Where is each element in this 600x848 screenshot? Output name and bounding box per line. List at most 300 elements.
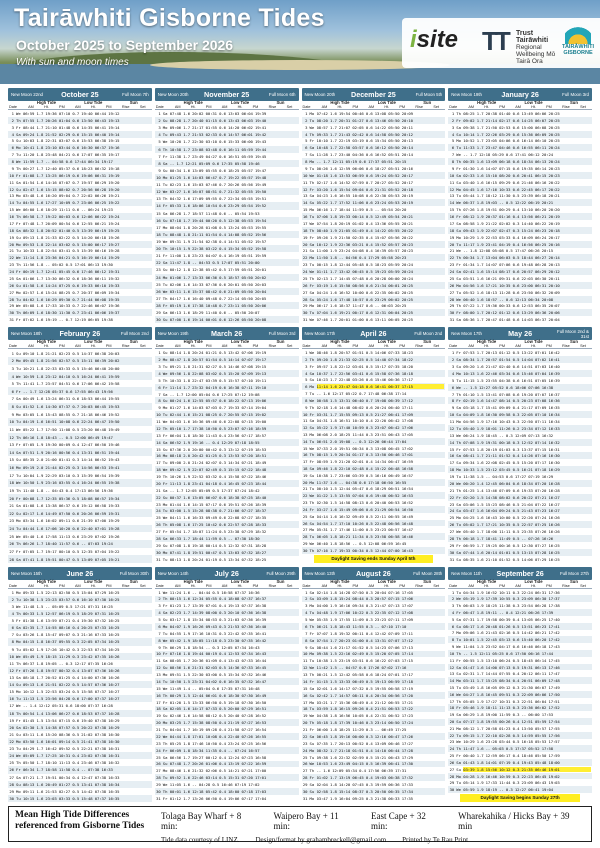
weekday: We (309, 493, 315, 499)
weekday: We (309, 397, 315, 403)
weekday: Th (456, 746, 461, 752)
col-high-tide: High Tide AM Ht. PM (468, 100, 505, 109)
table-row (448, 786, 592, 793)
day-number: 2 (11, 117, 14, 123)
tide-values: 05:05 1.9 17:27 10:31 0.3 22:51 06:04 17:51 (463, 698, 560, 704)
weekday: Tu (309, 486, 315, 492)
footer-details (161, 810, 585, 844)
table-row (155, 224, 299, 231)
tide-values: 08:44 1.6 21:17 01:52 0.5 14:23 07:06 17:13 (316, 644, 413, 650)
day-number: 25 (302, 275, 308, 281)
table-row (448, 630, 592, 637)
day-number: 25 (449, 753, 455, 759)
weekday: Su (456, 460, 461, 466)
month-title: May 26 (508, 329, 533, 339)
weekday: Mo (16, 193, 21, 199)
weekday: Th (16, 310, 21, 316)
table-row (155, 452, 299, 459)
day-number: 24 (449, 508, 455, 514)
column-headers (302, 101, 446, 110)
tide-values: 01:11 1.7 13:42 06:45 0.5 19:23 05:59 20:24 (316, 269, 413, 275)
tide-values: 04:56 1.9 17:16 10:43 0.3 22:50 07:11 16:34 (463, 419, 560, 425)
tide-values: 06:34 1.7 18:58 11:58 0.4 -- 07:38 16:33 (23, 767, 113, 773)
table-row (448, 377, 592, 384)
tide-values: 02:06 1.6 14:33 07:36 0.6 20:01 05:50 20:03 (169, 281, 267, 287)
weekday: Fr (162, 699, 168, 705)
table-row (8, 774, 152, 781)
table-row (448, 268, 592, 275)
day-number: 21 (9, 731, 14, 737)
weekday: Fr (16, 124, 21, 130)
month-panel (302, 567, 446, 802)
table-row (155, 657, 299, 664)
table-row (155, 391, 299, 398)
tide-values: 07:08 1.8 19:18 00:14 0.5 12:32 07:31 18:28 (169, 542, 267, 548)
table-row (302, 316, 446, 323)
day-number: 24 (302, 269, 308, 275)
table-row (8, 525, 152, 533)
table-row (155, 238, 299, 245)
day-number: 11 (156, 419, 161, 425)
day-number: 7 (158, 153, 161, 159)
table-row (155, 774, 299, 781)
day-number: 24 (449, 746, 455, 752)
weekday: Tu (456, 145, 461, 151)
day-number: 29 (449, 542, 455, 548)
weekday: Tu (16, 746, 21, 752)
table-row (448, 732, 592, 739)
day-number: 20 (302, 241, 308, 247)
table-row (302, 138, 446, 145)
table-row (8, 151, 152, 158)
day-number: 23 (449, 262, 455, 268)
tide-values: 06:47 1.8 19:11 -- 0.4 12:21 06:26 17:39 (463, 610, 553, 615)
tide-values: 08:46 1.6 21:32 02:06 0.5 14:21 07:21 17:00 (169, 768, 267, 774)
day-number: 15 (449, 446, 455, 452)
weekday: Th (16, 710, 21, 716)
table-row (448, 636, 592, 643)
tide-values: 03:19 1.6 15:50 08:56 0.6 21:34 06:01 20:25 (316, 282, 413, 288)
weekday: Su (162, 267, 168, 273)
day-number: 23 (302, 500, 308, 506)
weekday: Su (16, 781, 21, 787)
day-number: 8 (11, 639, 14, 645)
day-number: 12 (156, 665, 161, 671)
weekday: Mo (16, 639, 21, 645)
day-number: 8 (451, 637, 455, 643)
weekday: Sa (456, 549, 461, 555)
weekday: Sa (456, 712, 461, 718)
tide-values: 11:05 1.6 -- 04:28 0.5 16:46 07:19 17:02 (169, 782, 260, 788)
tide-values: 02:01 1.6 14:17 07:32 0.5 19:55 06:58 17:19 (316, 685, 413, 691)
weekday: Sa (16, 724, 21, 730)
day-number: 12 (9, 667, 14, 673)
tide-values: 06:29 1.8 18:54 -- 0.3 12:05 07:34 16:43 (169, 644, 260, 650)
weekday: We (16, 373, 21, 379)
weekday: Mo (456, 234, 461, 240)
weekday: Fr (16, 388, 21, 394)
day-number: 2 (158, 118, 161, 124)
table-row (302, 241, 446, 248)
tide-values: 11:24 1.6 -- 04:44 0.5 16:58 07:37 16:36 (169, 589, 260, 595)
day-number: 24 (9, 269, 14, 275)
tide-values: 06:18 1.7 18:41 11:49 0.5 -- 07:26 16:26 (463, 535, 553, 541)
day-number: 5 (305, 377, 308, 383)
tide-values: 11:33 1.7 23:47 04:46 0.6 16:55 06:11 20:24 (463, 145, 560, 151)
weekday: Su (162, 350, 168, 356)
day-number: 18 (449, 705, 455, 711)
table-row (448, 411, 592, 418)
day-number: 6 (158, 623, 161, 629)
tide-values: 03:39 1.8 15:56 10:12 0.3 21:35 06:46 19:01 (463, 767, 591, 772)
weekday: We (162, 239, 168, 245)
tide-values: 04:29 1.7 16:42 09:52 0.5 22:21 07:38 16:31 (23, 746, 120, 752)
weekday: We (162, 637, 168, 643)
tide-values: 03:11 1.6 15:20 08:36 0.5 21:02 07:38 16:30 (23, 731, 120, 737)
table-row (8, 186, 152, 193)
tide-values: 11:40 1.8 -- 04:43 0.4 17:13 06:56 19:36 (23, 487, 113, 493)
table-row (302, 651, 446, 658)
table-row (448, 316, 592, 323)
tide-values: 11:49 1.4 -- 05:04 0.6 17:35 07:31 16:48 (169, 685, 260, 691)
weekday: Sa (456, 405, 461, 411)
weekday: Mo (309, 110, 315, 116)
table-row (302, 671, 446, 678)
table-row (8, 165, 152, 172)
table-row (448, 616, 592, 623)
weekday: Fr (309, 506, 315, 512)
day-number: 3 (305, 603, 308, 609)
table-row (155, 459, 299, 466)
day-number: 16 (156, 217, 161, 223)
table-row (302, 268, 446, 275)
tide-values: 06:09 1.8 18:34 11:35 0.4 -- 07:24 16:57 (169, 747, 260, 753)
weekday: We (456, 296, 461, 302)
day-number: 19 (449, 234, 455, 240)
day-number: 15 (449, 684, 455, 690)
table-row (8, 702, 152, 709)
table-row (302, 520, 446, 527)
day-number: 30 (302, 547, 308, 553)
tide-values: 03:47 1.6 16:04 09:24 0.5 21:43 07:23 16:27 (463, 508, 560, 514)
day-number: 7 (158, 630, 161, 636)
date-range: October 2025 to September 2026 (16, 37, 234, 53)
weekday: Mo (16, 241, 21, 247)
tide-values: 08:04 1.8 20:28 01:08 0.5 13:24 05:53 19:55 (169, 224, 267, 230)
day-number: 22 (449, 732, 455, 738)
full-moon-label: Full Moon 7th (122, 92, 149, 97)
day-number: 3 (158, 603, 161, 609)
day-number: 13 (449, 671, 455, 677)
day-number: 12 (156, 425, 161, 431)
tide-values: 09:46 1.8 22:10 02:48 0.4 15:22 06:48 16:58 (316, 466, 413, 472)
table-row (448, 296, 592, 303)
tide-values: 04:03 1.6 16:36 09:46 0.6 22:08 07:15 19:00 (169, 419, 267, 425)
day-number: 7 (11, 396, 14, 402)
table-row (448, 718, 592, 725)
tide-values: 00:58 1.5 13:31 06:40 0.7 19:08 06:39 17:12 (316, 397, 413, 403)
tide-values: 10:33 1.8 22:47 03:39 0.5 15:57 07:10 19:11 (169, 377, 267, 383)
table-row (8, 788, 152, 795)
weekday: Mo (162, 175, 168, 181)
tide-values: 09:26 1.9 21:50 02:35 0.4 15:07 05:56 20:22 (316, 234, 413, 240)
table-row (155, 616, 299, 623)
weekday: Th (16, 760, 21, 766)
tide-values: 10:38 1.5 23:19 03:51 0.6 16:22 07:03 17:15 (316, 658, 413, 664)
day-number: 22 (449, 494, 455, 500)
tide-values: -- 1.6 12:09 05:34 0.4 17:56 06:39 17:31 (316, 768, 407, 774)
weekday: Su (309, 152, 315, 158)
weekday: Tu (162, 678, 168, 684)
tide-values: 08:34 1.7 20:57 01:54 0.5 14:04 07:02 16:41 (463, 357, 560, 363)
table-row (302, 377, 446, 384)
day-number: 23 (9, 518, 14, 524)
weekday: Su (456, 623, 461, 629)
day-number: 20 (9, 724, 14, 730)
table-row (155, 556, 299, 563)
col-date: Date (449, 105, 458, 109)
day-number: 23 (449, 739, 455, 745)
tide-values: 06:29 1.8 19:00 11:59 0.3 -- 06:00 17:53 (463, 712, 553, 718)
table-row (8, 738, 152, 745)
day-number: 2 (305, 596, 308, 602)
tide-values: 01:15 1.5 13:33 06:49 0.5 19:13 06:59 17:18 (316, 678, 413, 684)
tide-values: 08:47 1.8 20:57 01:54 0.5 14:14 07:07 19:17 (169, 357, 267, 363)
tide-values: 01:38 1.6 13:59 07:21 0.4 19:30 07:32 16:25 (23, 618, 120, 624)
tide-values: 11:59 1.7 -- 04:58 0.6 17:44 06:34 19:17 (23, 159, 113, 165)
month-panel (155, 88, 299, 323)
day-number: 20 (449, 719, 455, 724)
table-row (155, 370, 299, 377)
day-number: 19 (302, 234, 308, 240)
tide-rows (448, 349, 592, 562)
weekday: Th (456, 159, 461, 165)
col-low-tide: Low Tide AM Ht. PM (74, 100, 112, 109)
day-number: 30 (449, 310, 455, 316)
table-row (155, 146, 299, 153)
table-row (302, 526, 446, 533)
weekday: Th (309, 623, 315, 629)
day-number: 30 (449, 549, 455, 555)
table-row (448, 739, 592, 746)
table-row (302, 547, 446, 554)
tide-values: 06:05 1.8 18:21 11:34 0.5 23:58 06:58 16:46 (316, 534, 413, 540)
weekday: Mo (162, 501, 168, 507)
table-row (155, 195, 299, 202)
day-number: 15 (449, 207, 455, 213)
tide-values: 06:26 1.7 18:40 11:57 0.6 -- 07:03 19:24 (23, 541, 113, 547)
weekday: Mo (456, 515, 461, 521)
day-number: 12 (449, 425, 455, 431)
tide-values: -- 1.5 12:11 05:25 0.6 17:50 06:16 17:44 (463, 650, 553, 656)
table-row (448, 602, 592, 609)
day-number: 8 (305, 397, 308, 403)
table-row (8, 695, 152, 702)
weekday: Sa (162, 210, 168, 216)
day-number: 27 (156, 295, 161, 301)
weekday: Fr (162, 303, 168, 308)
weekday: Su (162, 317, 168, 323)
table-row (448, 745, 592, 752)
tide-values: 08:12 1.7 20:58 01:23 0.4 13:50 05:57 17:55 (463, 725, 560, 731)
day-number: 3 (451, 364, 455, 370)
table-row (8, 303, 152, 310)
day-number: 18 (9, 227, 14, 233)
weekday: Sa (309, 733, 315, 739)
weekday: Th (162, 474, 168, 480)
day-number: 22 (302, 255, 308, 261)
day-number: 11 (156, 182, 161, 188)
weekday: We (16, 255, 21, 261)
day-number: 3 (158, 364, 161, 370)
day-number: 11 (9, 426, 14, 432)
tide-values: 11:38 1.7 23:49 04:27 0.6 16:51 05:59 19:45 (169, 153, 267, 159)
day-number: 5 (451, 377, 455, 383)
table-row (302, 637, 446, 644)
weekday: Fr (162, 384, 168, 390)
weekday: Sa (162, 439, 168, 445)
table-row (8, 745, 152, 752)
day-number: 4 (451, 610, 455, 615)
tide-rows (302, 349, 446, 553)
day-number: 30 (9, 310, 14, 316)
tide-values: 08:17 1.6 20:48 01:26 0.5 13:51 06:23 17:41 (463, 623, 560, 629)
weekday: Mo (16, 689, 21, 695)
tide-values: 09:06 1.7 21:17 01:55 0.6 14:20 06:02 19:41 (169, 125, 267, 131)
weekday: We (456, 432, 461, 438)
table-row (448, 711, 592, 718)
table-row (448, 514, 592, 521)
day-number: 5 (11, 381, 14, 387)
tide-values: 00:15 1.8 12:44 05:48 0.5 18:23 05:59 20:24 (316, 262, 413, 268)
tide-values: -- 1.5 12:27 05:52 0.6 18:06 07:06 16:38 (463, 384, 553, 390)
tide-values: 10:23 1.7 22:48 03:26 0.6 15:46 06:36 17:17 (316, 377, 413, 383)
day-number: 25 (156, 281, 161, 287)
table-row (8, 433, 152, 441)
table-row (302, 761, 446, 768)
table-row (302, 275, 446, 282)
day-number: 17 (449, 220, 455, 226)
tide-values: 02:44 1.6 15:21 08:25 0.7 20:55 07:15 19:02 (169, 412, 267, 418)
tide-values: 09:38 1.5 22:16 02:49 0.5 15:20 07:05 17:14 (316, 651, 413, 657)
tide-values: 06:17 1.6 18:37 11:47 0.6 -- 06:03 20:25 (316, 303, 407, 309)
day-number: 8 (451, 159, 455, 165)
table-row (448, 213, 592, 220)
weekday: Mo (16, 411, 21, 417)
tide-values: 04:32 1.6 17:09 09:55 0.7 22:34 05:55 19:51 (169, 196, 267, 202)
table-row (448, 227, 592, 234)
day-number: 10 (9, 653, 14, 659)
tide-values: 05:50 1.7 18:10 11:13 0.4 23:46 07:38 16:32 (23, 760, 120, 766)
day-number: 21 (156, 727, 161, 733)
weekday: Th (309, 672, 315, 678)
tide-values: 08:32 1.7 21:18 01:51 0.4 14:10 06:44 17:28 (316, 747, 413, 753)
table-row (448, 657, 592, 664)
tide-values: 06:40 1.6 18:57 -- 0.6 12:13 06:34 20:08 (463, 296, 553, 302)
weekday: We (456, 787, 461, 793)
weekday: We (309, 617, 315, 623)
table-row (8, 638, 152, 645)
table-row (302, 630, 446, 637)
table-row (155, 266, 299, 273)
col-high-tide: High Tide AM Ht. PM (468, 578, 505, 588)
table-row (302, 309, 446, 316)
day-number: 31 (156, 556, 161, 562)
full-moon-label: Full Moon 3rd (562, 92, 589, 97)
table-row (155, 425, 299, 432)
day-number: 17 (9, 472, 14, 478)
weekday: Fr (16, 548, 21, 554)
weekday: Th (162, 146, 168, 152)
weekday: Sa (309, 466, 315, 472)
table-row (302, 110, 446, 117)
tide-values: 09:15 1.7 22:10 02:28 0.5 14:59 05:55 17:56 (463, 732, 560, 738)
day-number: 10 (302, 651, 308, 657)
tide-values: 09:33 1.7 21:43 02:42 0.6 14:58 05:50 20:12 (316, 131, 413, 137)
tide-values: 02:30 1.5 14:58 08:13 0.6 20:40 06:53 16:52 (316, 500, 413, 506)
weekday: Mo (16, 589, 21, 595)
tide-values: 10:33 1.8 22:54 03:41 0.5 15:39 06:16 19:28 (23, 248, 120, 254)
day-number: 24 (302, 747, 308, 753)
weekday: We (16, 207, 21, 213)
tide-values: 09:52 1.6 22:46 03:14 0.5 15:31 07:20 17:01 (169, 775, 267, 781)
table-row (302, 733, 446, 740)
weekday: Su (16, 731, 21, 737)
table-row (155, 699, 299, 706)
month-panel (302, 88, 446, 323)
day-number: 29 (449, 780, 455, 786)
tide-values: 04:19 1.6 16:51 10:08 0.6 22:24 06:47 19:50 (23, 419, 120, 425)
tide-values: 04:55 1.9 17:16 10:31 0.3 22:42 07:35 16:41 (169, 630, 267, 636)
month-panel (155, 567, 299, 802)
day-number: 28 (156, 303, 161, 308)
weekday: Tu (16, 646, 21, 652)
day-number: 4 (451, 370, 455, 376)
table-row (448, 254, 592, 261)
col-low-tide: Low Tide AM Ht. PM (221, 578, 259, 588)
tide-values: 06:24 1.9 18:45 -- 0.3 12:09 07:13 16:32 (463, 432, 553, 438)
tide-values: 01:43 1.8 14:01 07:19 0.4 19:43 05:48 18:00 (463, 759, 560, 765)
table-row (302, 179, 446, 186)
table-row (8, 248, 152, 255)
weekday: We (16, 753, 21, 759)
table-row (155, 706, 299, 713)
weekday: Th (456, 207, 461, 213)
tide-values: 09:43 1.9 22:07 02:47 0.3 15:24 06:23 20:18 (463, 227, 560, 233)
day-number: 28 (302, 775, 308, 781)
weekday: Su (456, 766, 461, 772)
day-number: 15 (302, 685, 308, 691)
tide-values: 08:46 1.8 20:57 01:51 0.5 14:06 07:33 18:23 (316, 350, 413, 356)
table-row (155, 712, 299, 719)
tide-values: 08:35 2.0 21:00 01:41 0.3 14:14 06:52 19:43 (23, 457, 120, 463)
weekday: Fr (309, 234, 315, 240)
weekday: Su (456, 227, 461, 233)
tide-values: 07:48 1.7 20:09 00:54 0.6 12:55 06:21 19:24 (23, 220, 120, 226)
day-number: 16 (302, 452, 308, 458)
tide-rows (155, 589, 299, 802)
day-number: 4 (11, 373, 14, 379)
tide-values: 10:50 1.5 23:31 04:02 0.6 16:35 07:32 16:47 (169, 678, 267, 684)
weekday: Sa (456, 317, 461, 323)
month-title: January 26 (501, 90, 539, 99)
weekday: Su (162, 446, 168, 452)
table-row (8, 502, 152, 510)
tide-values: 04:00 1.9 16:16 09:34 0.3 21:47 07:13 17:07 (316, 603, 413, 609)
day-number: 20 (449, 480, 455, 486)
tide-values: 09:56 1.8 22:08 03:02 0.5 15:20 07:09 19:13 (169, 370, 267, 376)
day-number: 24 (156, 747, 161, 753)
